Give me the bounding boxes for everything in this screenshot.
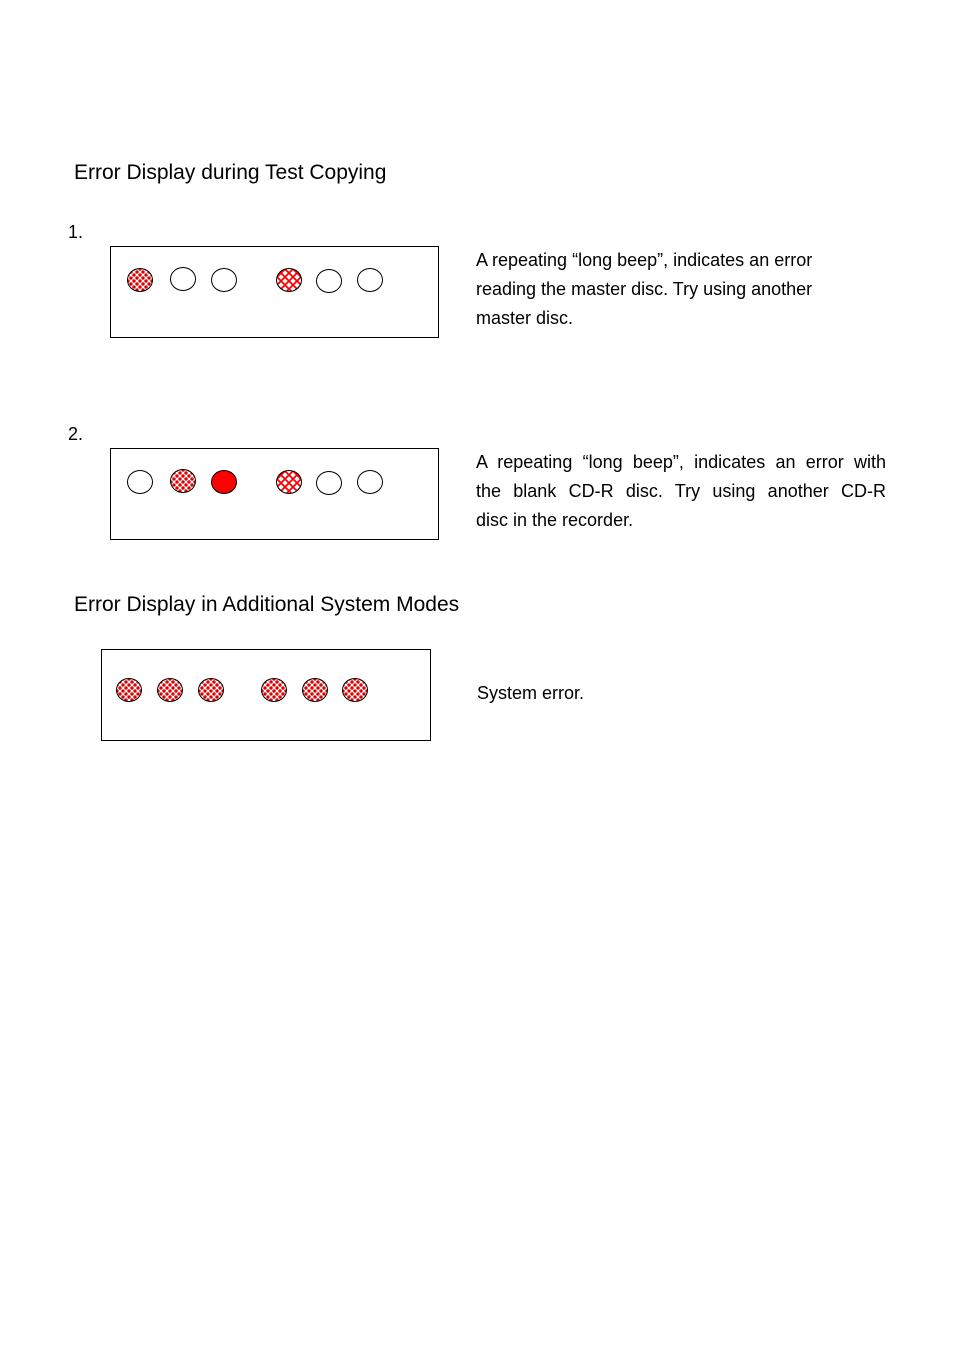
item-number-1: 1. [68,222,84,242]
led-indicator-1-3 [211,268,237,292]
item-number-2: 2. [68,424,84,444]
item-description-1 [476,246,886,333]
led-indicator-1-4 [276,268,302,292]
led-indicator-2-6 [357,470,383,494]
description-line: A repeating “long beep”, indicates an error [476,250,813,270]
led-indicator-2-4 [276,470,302,494]
description-line: the blank CD-R disc. Try using another CD-R [476,481,886,501]
system-error-text: System error. [477,683,585,703]
led-indicator-3-4 [261,678,287,702]
led-indicator-3-5 [302,678,328,702]
description-line: A repeating “long beep”, indicates an error with [476,452,886,472]
led-indicator-1-5 [316,269,342,293]
led-indicator-1-1 [127,268,153,292]
section-heading-test-copying: Error Display during Test Copying [74,161,387,184]
led-indicator-3-2 [157,678,183,702]
description-line: disc in the recorder. [476,510,634,530]
led-panel-1 [110,246,439,338]
item-description-2 [476,448,886,535]
led-indicator-2-3 [211,470,237,494]
led-panel-2 [110,448,439,540]
led-indicator-2-1 [127,470,153,494]
led-indicator-3-3 [198,678,224,702]
section-heading-system-modes: Error Display in Additional System Modes [74,593,460,616]
description-line: master disc. [476,308,574,328]
description-line: reading the master disc. Try using another [476,279,813,299]
led-indicator-1-2 [170,267,196,291]
led-indicator-2-2 [170,469,196,493]
led-indicator-3-1 [116,678,142,702]
led-indicator-2-5 [316,471,342,495]
led-panel-3 [101,649,431,741]
led-indicator-3-6 [342,678,368,702]
led-indicator-1-6 [357,268,383,292]
